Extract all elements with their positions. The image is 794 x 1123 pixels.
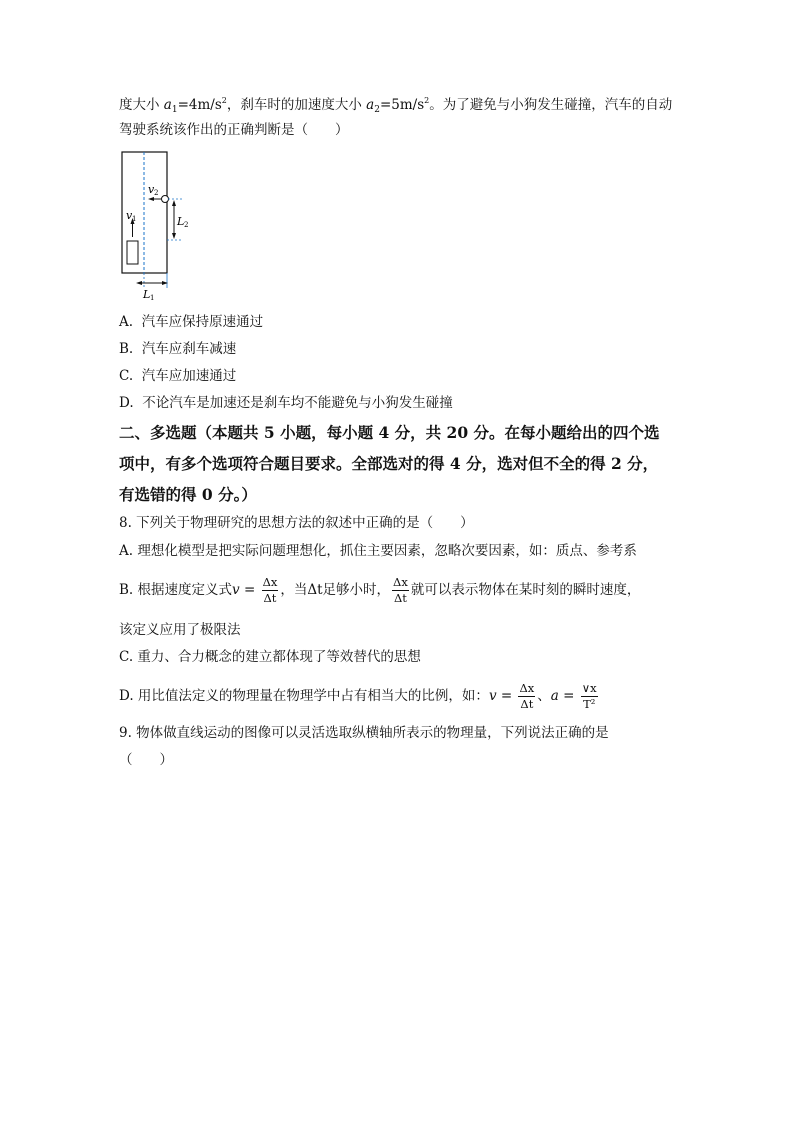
- section2-heading-line2: 项中，有多个选项符合题目要求。全部选对的得 4 分，选对但不全的得 2 分，: [119, 454, 659, 473]
- car-icon: [127, 241, 138, 264]
- q7-option-c: C. 汽车应加速通过: [119, 368, 237, 384]
- a1-symbol: a: [163, 97, 172, 113]
- v2-sub: 2: [154, 189, 159, 197]
- L1-label: L: [143, 288, 151, 301]
- velocity-fraction: $\frac{\Delta x}{\Delta t}$: [262, 574, 278, 605]
- q8-option-a: A. 理想化模型是把实际问题理想化，抓住主要因素，忽略次要因素，如：质点、参考系: [119, 543, 637, 559]
- q9-stem-paren: （ ）: [119, 752, 173, 768]
- q9-stem: 9. 物体做直线运动的图像可以灵活选取纵横轴所表示的物理量，下列说法正确的是: [119, 725, 609, 741]
- v2-label: v: [148, 183, 155, 196]
- q7-option-d: D. 不论汽车是加速还是刹车均不能避免与小狗发生碰撞: [119, 395, 453, 411]
- L1-sub: 1: [150, 294, 155, 302]
- q7-option-b: B. 汽车应刹车减速: [119, 341, 237, 357]
- q7-option-a: A. 汽车应保持原速通过: [119, 314, 264, 330]
- ratio-fraction-a: $\frac{\vee x}{\text{T²}}$: [581, 680, 597, 711]
- velocity-fraction-2: $\frac{\Delta x}{\Delta t}$: [393, 574, 408, 605]
- section2-heading-line3: 有选错的得 0 分。）: [119, 485, 257, 504]
- section2-heading-line1: 二、多选题（本题共 5 小题，每小题 4 分，共 20 分。在每小题给出的四个选: [119, 423, 660, 442]
- road-diagram: [110, 145, 200, 305]
- q8-option-b: B. 根据速度定义式v = $\frac{\Delta x}{\Delta t}$ ，当Δt足够小时， $\frac{\Delta x}{\Delta t}$ 就可以表示物体在某时刻的瞬时速度，: [119, 574, 641, 605]
- q8-stem: 8. 下列关于物理研究的思想方法的叙述中正确的是（ ）: [119, 515, 474, 531]
- L2-label: L: [177, 215, 185, 228]
- q8-option-c: C. 重力、合力概念的建立都体现了等效替代的思想: [119, 649, 421, 665]
- q7-line2: 驾驶系统该作出的正确判断是（ ）: [119, 122, 349, 138]
- q8-option-b-line2: 该定义应用了极限法: [119, 622, 241, 638]
- v1-sub: 1: [132, 215, 137, 223]
- ratio-fraction-v: $\frac{\Delta x}{\Delta t}$: [519, 680, 535, 711]
- v1-label: v: [126, 209, 133, 222]
- L2-sub: 2: [184, 221, 189, 229]
- q7-line1: 度大小 $a_1=4m/s^2$，刹车时的加速度大小 $a_2=5m/s^2$。为了避免与小狗发生碰撞，汽车的自动: [119, 96, 673, 115]
- dog-icon: [162, 196, 169, 203]
- q8-option-d: D. 用比值法定义的物理量在物理学中占有相当大的比例，如：v = $\frac{\Delta x}{\Delta t}$ 、a = $\frac{\vee x}{\text{T²}}$: [119, 680, 597, 711]
- a2-symbol: a: [366, 97, 375, 113]
